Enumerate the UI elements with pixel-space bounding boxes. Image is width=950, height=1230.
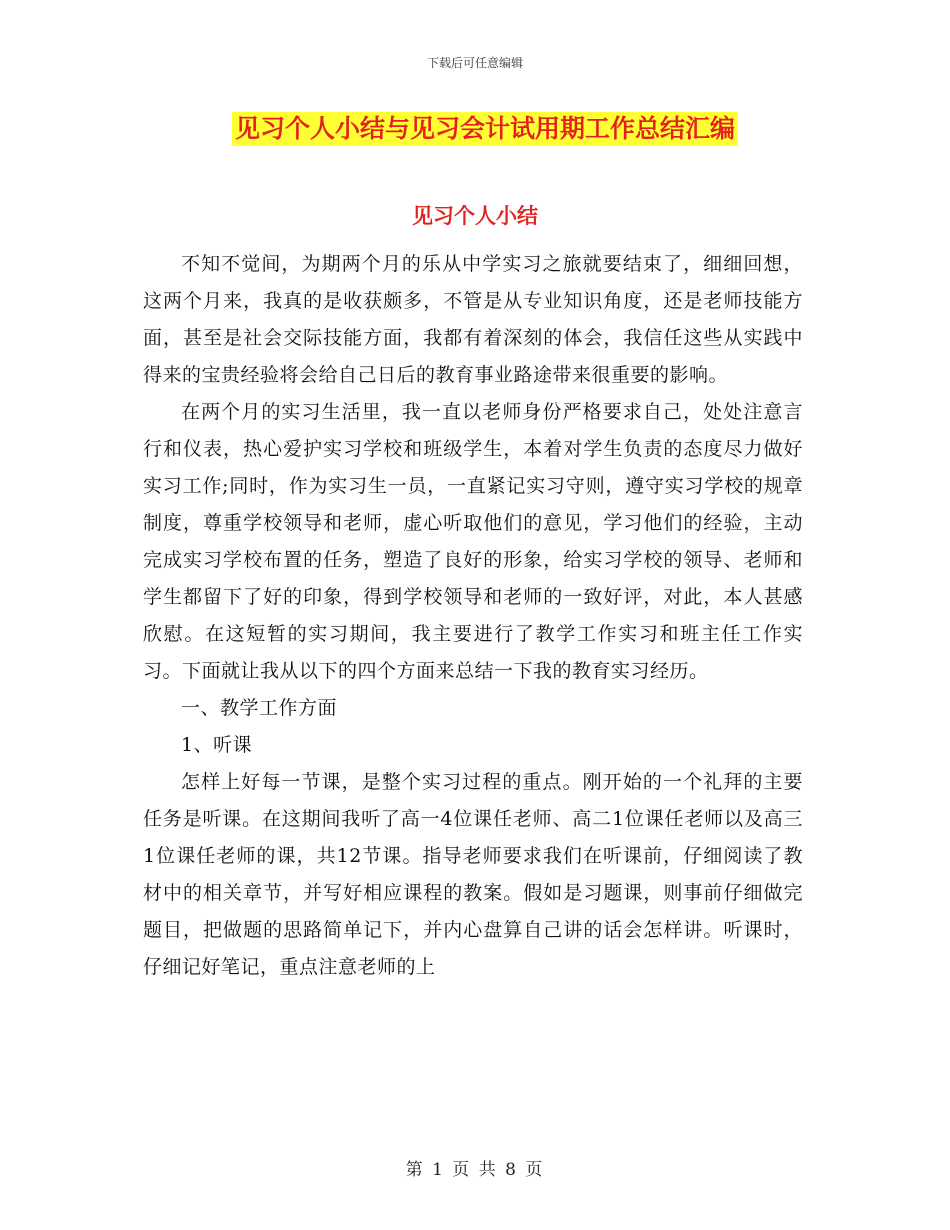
paragraph: 不知不觉间，为期两个月的乐从中学实习之旅就要结束了，细细回想，这两个月来，我真的是收获颇多，不管是从专业知识角度，还是老师技能方面，甚至是社会交际技能方面，我都有着深刻的体会，我信任这些从实践中得来的宝贵经验将会给自己日后的教育事业路途带来很重要的影响。 [143,253,803,386]
paragraph: 在两个月的实习生活里，我一直以老师身份严格要求自己，处处注意言行和仪表，热心爱护实习学校和班级学生，本着对学生负责的态度尽力做好实习工作;同时，作为实习生一员，一直紧记实习守则，遵守实习学校的规章制度，尊重学校领导和老师，虚心听取他们的意见，学习他们的经验，主动完成实习学校布置的任务，塑造了良好的形象，给实习学校的领导、老师和学生都留下了好的印象，得到学校领导和老师的一致好评，对此，本人甚感欣慰。在这短暂的实习期间，我主要进行了教学工作实习和班主任工作实习。下面就让我从以下的四个方面来总结一下我的教育实习经历。 [143,401,803,682]
page-footer: 第 1 页 共 8 页 [405,1160,545,1180]
section-title: 见习个人小结 [412,203,538,228]
header-note: 下载后可任意编辑 [426,56,523,70]
document-title: 见习个人小结与见习会计试用期工作总结汇编 [232,112,738,146]
paragraph: 怎样上好每一节课，是整个实习过程的重点。刚开始的一个礼拜的主要任务是听课。在这期间我听了高一4位课任老师、高二1位课任老师以及高三1位课任老师的课，共12节课。指导老师要求我们在听课前，仔细阅读了教材中的相关章节，并写好相应课程的教案。假如是习题课，则事前仔细做完题目，把做题的思路简单记下，并内心盘算自己讲的话会怎样讲。听课时，仔细记好笔记，重点注意老师的上 [143,771,803,978]
paragraph: 一、教学工作方面 [181,697,338,719]
paragraph: 1、听课 [181,734,253,756]
document-body [143,246,803,986]
